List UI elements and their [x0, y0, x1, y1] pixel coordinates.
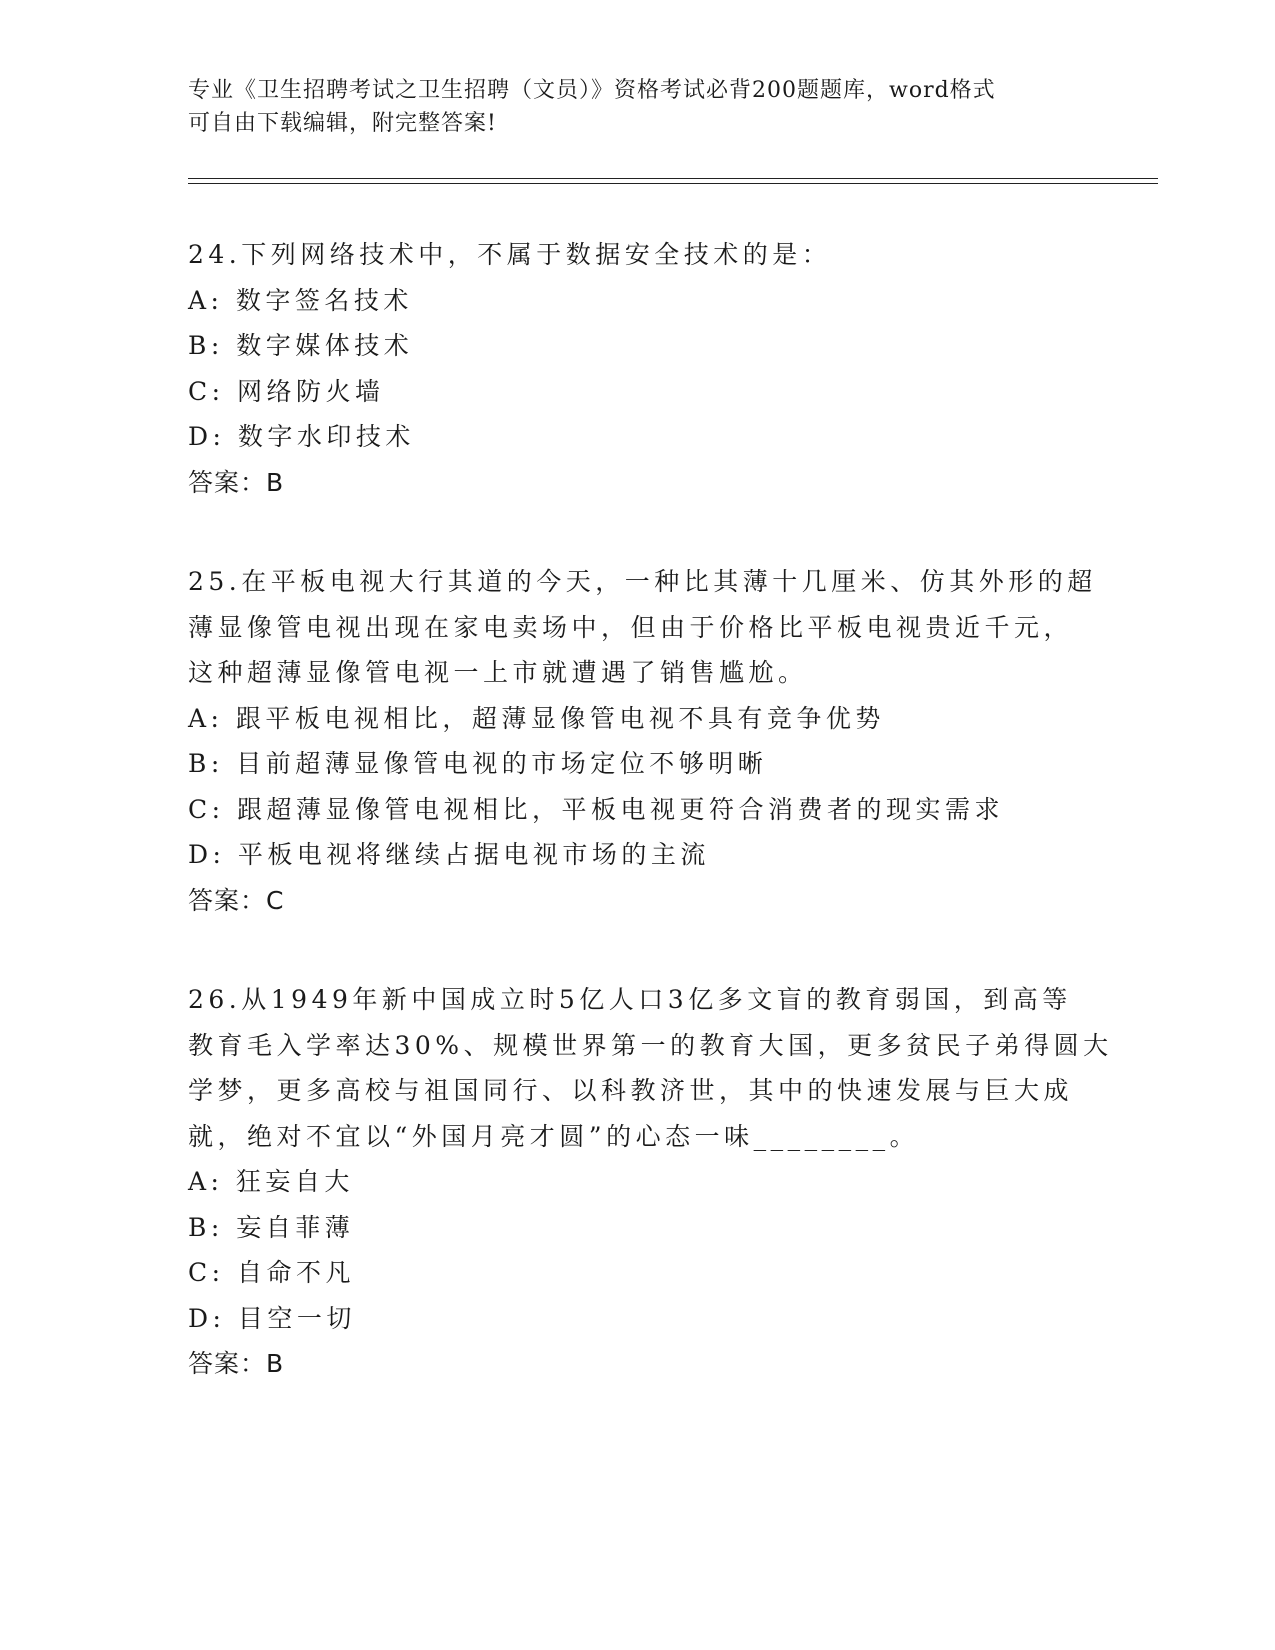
- option-a: A: 狂妄自大: [188, 1167, 354, 1196]
- header-line-1: 专业《卫生招聘考试之卫生招聘（文员）》资格考试必背200题题库，word格式: [188, 78, 996, 103]
- option-c: C: 跟超薄显像管电视相比，平板电视更符合消费者的现实需求: [188, 794, 1005, 824]
- question-25: [188, 559, 1097, 923]
- question-stem-line: 24.下列网络技术中，不属于数据安全技术的是：: [188, 240, 832, 269]
- question-26: [188, 977, 1113, 1387]
- question-stem-line: 教育毛入学率达30%、规模世界第一的教育大国，更多贫民子弟得圆大: [188, 1030, 1113, 1060]
- question-stem-line: 学梦，更多高校与祖国同行、以科教济世，其中的快速发展与巨大成: [188, 1076, 1074, 1105]
- question-stem: [188, 977, 1113, 1159]
- answer-label: 答案：B: [188, 1349, 285, 1378]
- option-d: D: 数字水印技术: [188, 422, 415, 451]
- answer-label: 答案：B: [188, 467, 285, 497]
- page-header: [188, 74, 1068, 140]
- answer-label: 答案：C: [188, 885, 285, 915]
- option-d: D: 目空一切: [188, 1303, 356, 1333]
- question-24: [188, 232, 1088, 505]
- question-stem-line: 26.从1949年新中国成立时5亿人口3亿多文盲的教育弱国，到高等: [188, 985, 1072, 1014]
- question-list: [188, 232, 1113, 1441]
- question-stem: [188, 232, 1088, 278]
- question-stem-line: 就，绝对不宜以“外国月亮才圆”的心态一味________。: [188, 1121, 920, 1151]
- header-divider: [188, 178, 1158, 184]
- question-stem-line: 25.在平板电视大行其道的今天，一种比其薄十几厘米、仿其外形的超: [188, 567, 1097, 596]
- option-b: B: 妄自菲薄: [188, 1212, 355, 1242]
- option-b: B: 目前超薄显像管电视的市场定位不够明晰: [188, 749, 768, 778]
- option-d: D: 平板电视将继续占据电视市场的主流: [188, 840, 710, 869]
- option-a: A: 数字签名技术: [188, 285, 413, 315]
- question-stem: [188, 559, 1097, 696]
- question-stem-line: 这种超薄显像管电视一上市就遭遇了销售尴尬。: [188, 658, 808, 687]
- option-c: C: 网络防火墙: [188, 376, 385, 406]
- option-b: B: 数字媒体技术: [188, 331, 414, 360]
- option-c: C: 自命不凡: [188, 1258, 355, 1287]
- header-line-2: 可自由下载编辑，附完整答案!: [188, 111, 497, 136]
- option-a: A: 跟平板电视相比，超薄显像管电视不具有竞争优势: [188, 703, 885, 733]
- question-stem-line: 薄显像管电视出现在家电卖场中，但由于价格比平板电视贵近千元，: [188, 612, 1074, 642]
